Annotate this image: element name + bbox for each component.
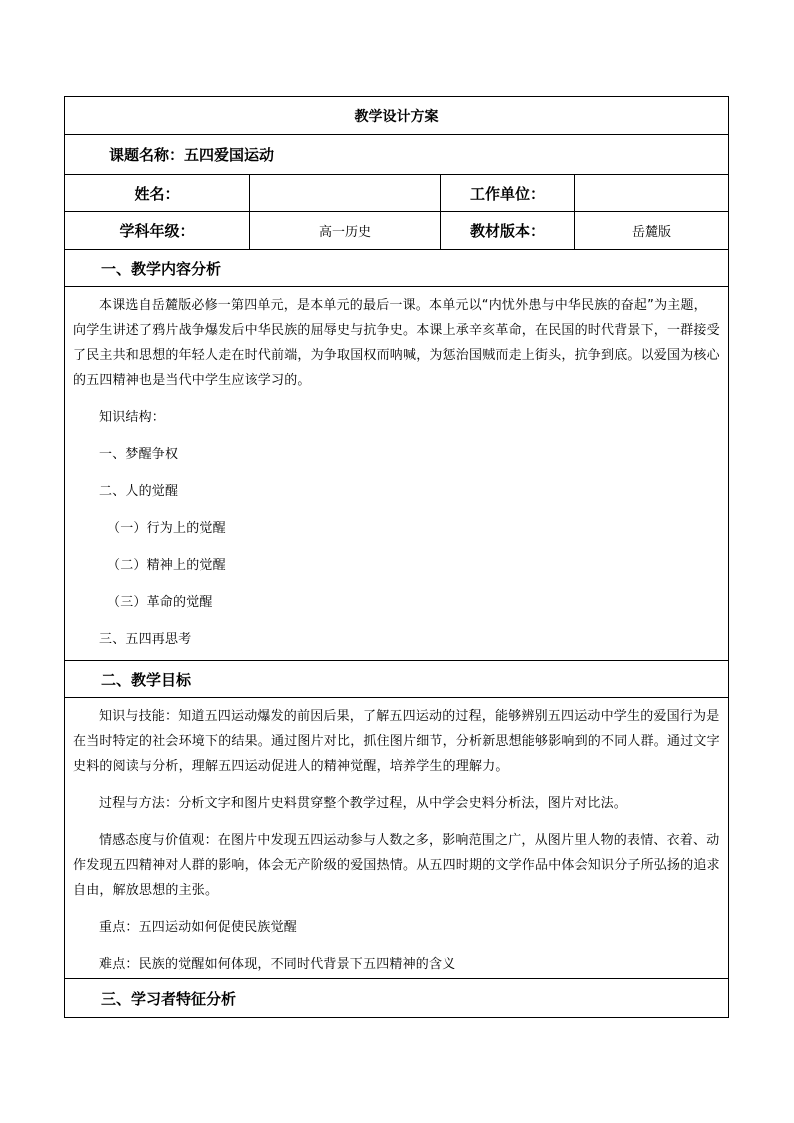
edition-value: 岳麓版 bbox=[631, 225, 671, 240]
outline-subitem: （一）行为上的觉醒 bbox=[107, 521, 226, 536]
document-title: 教学设计方案 bbox=[354, 108, 439, 125]
lesson-plan-table bbox=[64, 96, 729, 1018]
paragraph: 难点：民族的觉醒如何体现，不同时代背景下五四精神的含义 bbox=[99, 957, 456, 972]
title-row bbox=[65, 97, 728, 135]
name-label: 姓名： bbox=[65, 175, 250, 211]
outline-subitem: （二）精神上的觉醒 bbox=[107, 558, 226, 573]
outline-item: 二、人的觉醒 bbox=[99, 484, 179, 499]
grade-value: 高一历史 bbox=[250, 212, 441, 249]
paragraph: 知识与技能：知道五四运动爆发的前因后果，了解五四运动的过程，能够辨别五四运动中学生的爱国行为是在当时特定的社会环境下的结果。通过图片对比，抓住图片细节，分析新思想能够影响到的不同人群。通过文字史料的阅读与分析，理解五四运动促进人的精神觉醒，培养学生的理解力。 bbox=[73, 709, 720, 774]
section-1-heading-row bbox=[65, 250, 728, 287]
edition-label: 教材版本： bbox=[441, 212, 575, 249]
info-row-2 bbox=[65, 212, 728, 250]
paragraph: 过程与方法：分析文字和图片史料贯穿整个教学过程，从中学会史料分析法，图片对比法。 bbox=[99, 796, 628, 811]
unit-label: 工作单位： bbox=[441, 175, 575, 211]
section-1-body-row bbox=[65, 287, 728, 661]
name-value bbox=[250, 175, 441, 211]
section-heading-teaching-goals: 二、教学目标 bbox=[101, 670, 192, 689]
section-heading-learner-analysis: 三、学习者特征分析 bbox=[101, 989, 237, 1008]
outline-subitem: （三）革命的觉醒 bbox=[107, 595, 213, 610]
topic-row bbox=[65, 135, 728, 175]
outline-item: 三、五四再思考 bbox=[99, 632, 192, 647]
outline-item: 一、梦醒争权 bbox=[99, 447, 179, 462]
section-2-body bbox=[65, 698, 728, 977]
grade-label: 学科年级： bbox=[65, 212, 250, 249]
unit-value bbox=[575, 175, 728, 211]
paragraph: 情感态度与价值观：在图片中发现五四运动参与人数之多，影响范围之广，从图片里人物的表情、衣着、动作发现五四精神对人群的影响，体会无产阶级的爱国热情。从五四时期的文学作品中体会知识分子所弘扬的追求自由，解放思想的主张。 bbox=[73, 833, 720, 898]
section-1-body bbox=[65, 287, 728, 652]
section-2-body-row bbox=[65, 698, 728, 979]
topic-name: 课题名称：五四爱国运动 bbox=[109, 146, 275, 164]
paragraph: 知识结构： bbox=[99, 410, 166, 425]
info-row-1 bbox=[65, 175, 728, 212]
section-2-heading-row bbox=[65, 661, 728, 698]
paragraph: 本课选自岳麓版必修一第四单元，是本单元的最后一课。本单元以“内忧外患与中华民族的奋起”为主题，向学生讲述了鸦片战争爆发后中华民族的屈辱史与抗争史。本课上承辛亥革命，在民国的时代背景下，一群接受了民主共和思想的年轻人走在时代前端，为争取国权而呐喊，为惩治国贼而走上街头，抗争到底。以爱国为核心的五四精神也是当代中学生应该学习的。 bbox=[73, 298, 720, 388]
section-heading-content-analysis: 一、教学内容分析 bbox=[101, 259, 222, 278]
section-3-heading-row bbox=[65, 979, 728, 1017]
paragraph: 重点：五四运动如何促使民族觉醒 bbox=[99, 920, 298, 935]
